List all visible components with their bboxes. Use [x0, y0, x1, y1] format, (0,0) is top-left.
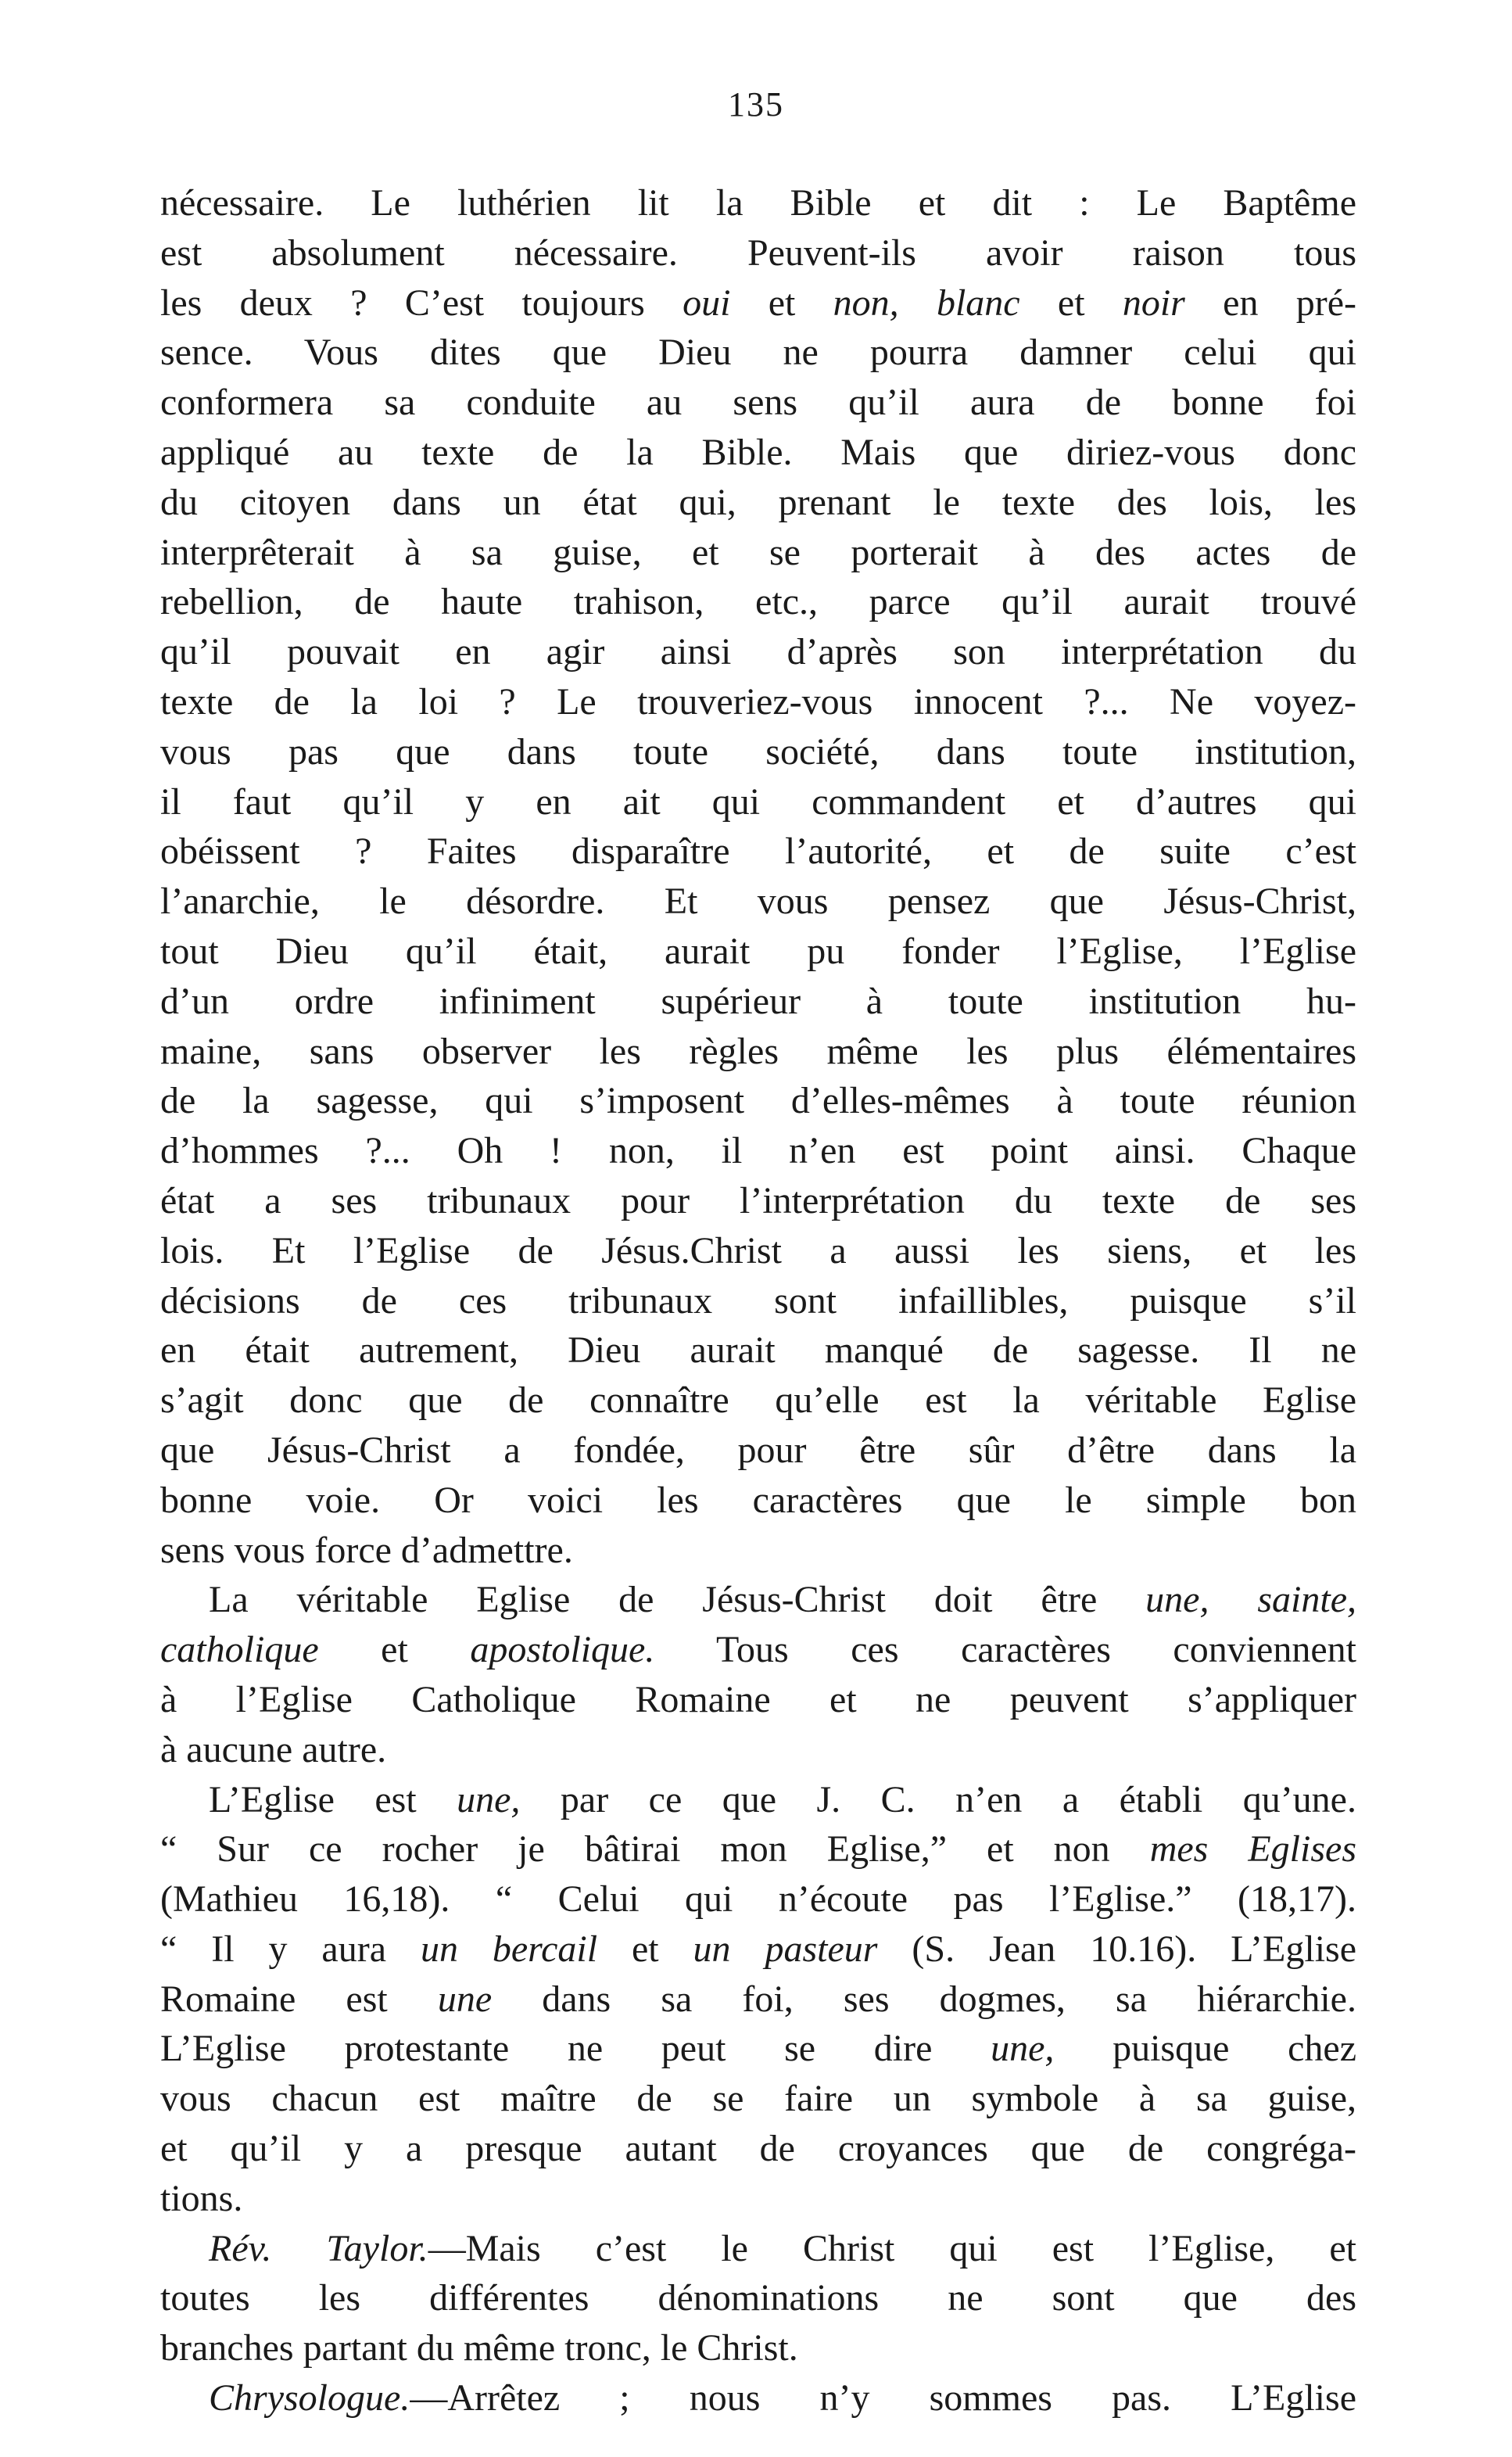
- text-line: [160, 2373, 1356, 2423]
- text-segment: sens vous force d’admettre.: [160, 1529, 573, 1571]
- text-segment: —Arrêtez ; nous n’y sommes pas. L’Eglise: [410, 2377, 1356, 2419]
- text-segment: il faut qu’il y en ait qui commandent et d’autres qui: [160, 780, 1356, 823]
- text-segment: d’un ordre infiniment supérieur à toute institution hu-: [160, 980, 1356, 1022]
- text-line: [160, 1126, 1356, 1176]
- text-line: [160, 2224, 1356, 2274]
- italic-text-segment: une,: [991, 2028, 1055, 2070]
- text-line: [160, 1276, 1356, 1326]
- text-line: [160, 1575, 1356, 1625]
- text-segment: lois. Et l’Eglise de Jésus.Christ a aussi les siens, et les: [160, 1229, 1356, 1272]
- text-segment: sence. Vous dites que Dieu ne pourra damner celui qui: [160, 332, 1356, 374]
- page-number: 135: [728, 85, 784, 124]
- text-line: [160, 727, 1356, 777]
- text-line: [160, 1975, 1356, 2025]
- text-line: [160, 1476, 1356, 1526]
- text-segment: en était autrement, Dieu aurait manqué de sagesse. Il ne: [160, 1329, 1356, 1372]
- text-segment: maine, sans observer les règles même les plus élémentaires: [160, 1030, 1356, 1072]
- text-segment: état a ses tribunaux pour l’interprétation du texte de ses: [160, 1179, 1356, 1221]
- italic-text-segment: Rév. Taylor.: [209, 2227, 428, 2269]
- text-segment: à aucune autre.: [160, 1728, 387, 1770]
- text-line: [160, 2323, 1356, 2373]
- text-segment: branches partant du même tronc, le Christ.: [160, 2327, 798, 2369]
- text-segment: tions.: [160, 2177, 243, 2219]
- text-segment: par ce que J. C. n’en a établi qu’une.: [520, 1778, 1356, 1820]
- text-segment: puisque chez: [1054, 2028, 1356, 2070]
- text-line: [160, 1325, 1356, 1376]
- text-segment: (S. Jean 10.16). L’Eglise: [877, 1928, 1357, 1970]
- text-segment: conformera sa conduite au sens qu’il aura de bonne foi: [160, 382, 1356, 424]
- text-line: [160, 228, 1356, 278]
- text-segment: L’Eglise est: [209, 1778, 457, 1820]
- text-segment: obéissent ? Faites disparaître l’autorité, et de suite c’est: [160, 830, 1356, 873]
- text-line: [160, 178, 1356, 228]
- text-line: [160, 428, 1356, 478]
- text-line: [160, 777, 1356, 827]
- text-segment: nécessaire. Le luthérien lit la Bible et dit : Le Baptême: [160, 182, 1356, 224]
- text-segment: dans sa foi, ses dogmes, sa hiérarchie.: [492, 1978, 1356, 2020]
- text-line: [160, 877, 1356, 927]
- body-text: [160, 178, 1356, 2423]
- text-segment: décisions de ces tribunaux sont infaillibles, puisque s’il: [160, 1279, 1356, 1322]
- text-segment: vous chacun est maître de se faire un symbole à sa guise,: [160, 2078, 1356, 2120]
- text-line: [160, 2124, 1356, 2174]
- text-segment: est absolument nécessaire. Peuvent-ils avoir raison tous: [160, 231, 1356, 274]
- text-line: [160, 328, 1356, 378]
- text-line: [160, 278, 1356, 328]
- text-segment: que Jésus-Christ a fondée, pour être sûr d’être dans la: [160, 1429, 1356, 1471]
- text-segment: l’anarchie, le désordre. Et vous pensez que Jésus-Christ,: [160, 881, 1356, 923]
- text-segment: les deux ? C’est toujours: [160, 282, 683, 324]
- text-segment: s’agit donc que de connaître qu’elle est la véritable Eglise: [160, 1379, 1356, 1422]
- text-line: [160, 2273, 1356, 2323]
- italic-text-segment: un bercail: [420, 1928, 598, 1970]
- text-segment: et: [597, 1928, 693, 1970]
- text-line: [160, 528, 1356, 578]
- text-segment: à l’Eglise Catholique Romaine et ne peuvent s’appliquer: [160, 1678, 1356, 1720]
- text-line: [160, 1226, 1356, 1276]
- text-line: [160, 827, 1356, 877]
- text-line: [160, 1824, 1356, 1874]
- text-line: [160, 577, 1356, 627]
- text-segment: vous pas que dans toute société, dans toute institution,: [160, 730, 1356, 773]
- text-segment: et qu’il y a presque autant de croyances que de congréga-: [160, 2128, 1356, 2170]
- italic-text-segment: catholique: [160, 1629, 319, 1671]
- text-segment: d’hommes ?... Oh ! non, il n’en est point ainsi. Chaque: [160, 1130, 1356, 1172]
- text-segment: toutes les différentes dénominations ne sont que des: [160, 2277, 1356, 2319]
- text-segment: La véritable Eglise de Jésus-Christ doit être: [209, 1579, 1146, 1621]
- text-line: [160, 2024, 1356, 2074]
- text-segment: Tous ces caractères conviennent: [654, 1629, 1357, 1671]
- text-segment: du citoyen dans un état qui, prenant le texte des lois, les: [160, 481, 1356, 523]
- text-line: [160, 378, 1356, 428]
- text-segment: Romaine est: [160, 1978, 438, 2020]
- text-segment: de la sagesse, qui s’imposent d’elles-mêmes à toute réunion: [160, 1080, 1356, 1122]
- text-segment: rebellion, de haute trahison, etc., parce qu’il aurait trouvé: [160, 581, 1356, 623]
- text-segment: interprêterait à sa guise, et se porterait à des actes de: [160, 531, 1356, 573]
- italic-text-segment: noir: [1122, 282, 1185, 324]
- text-line: [160, 627, 1356, 677]
- text-segment: L’Eglise protestante ne peut se dire: [160, 2028, 991, 2070]
- text-line: [160, 2174, 1356, 2224]
- italic-text-segment: mes Eglises: [1149, 1828, 1356, 1871]
- italic-text-segment: une: [437, 1978, 493, 2020]
- text-segment: texte de la loi ? Le trouveriez-vous innocent ?... Ne voyez-: [160, 680, 1356, 723]
- text-segment: tout Dieu qu’il était, aurait pu fonder l’Eglise, l’Eglise: [160, 930, 1356, 972]
- text-line: [160, 1176, 1356, 1226]
- italic-text-segment: une, sainte,: [1145, 1579, 1356, 1621]
- text-line: [160, 1526, 1356, 1576]
- text-segment: qu’il pouvait en agir ainsi d’après son interprétation du: [160, 631, 1356, 673]
- text-line: [160, 1376, 1356, 1426]
- text-line: [160, 1675, 1356, 1725]
- italic-text-segment: apostolique.: [470, 1629, 655, 1671]
- text-line: [160, 1076, 1356, 1126]
- text-segment: et: [318, 1629, 471, 1671]
- text-segment: —Mais c’est le Christ qui est l’Eglise, et: [428, 2227, 1357, 2269]
- text-line: [160, 1027, 1356, 1077]
- text-line: [160, 1426, 1356, 1476]
- italic-text-segment: un pasteur: [693, 1928, 878, 1970]
- text-line: [160, 677, 1356, 727]
- text-line: [160, 1874, 1356, 1924]
- text-segment: (Mathieu 16,18). “ Celui qui n’écoute pas l’Eglise.” (18,17).: [160, 1878, 1356, 1921]
- italic-text-segment: non, blanc: [833, 282, 1020, 324]
- text-line: [160, 977, 1356, 1027]
- text-segment: en pré-: [1184, 282, 1357, 324]
- text-segment: appliqué au texte de la Bible. Mais que diriez-vous donc: [160, 431, 1356, 473]
- text-line: [160, 1625, 1356, 1675]
- text-segment: et: [1019, 282, 1123, 324]
- text-line: [160, 1725, 1356, 1775]
- text-segment: bonne voie. Or voici les caractères que le simple bon: [160, 1479, 1356, 1521]
- text-line: [160, 1924, 1356, 1975]
- text-segment: “ Il y aura: [160, 1928, 421, 1970]
- text-segment: et: [730, 282, 833, 324]
- text-line: [160, 478, 1356, 528]
- italic-text-segment: une,: [457, 1778, 521, 1820]
- text-line: [160, 927, 1356, 977]
- text-segment: “ Sur ce rocher je bâtirai mon Eglise,” et non: [160, 1828, 1150, 1871]
- italic-text-segment: oui: [683, 282, 731, 324]
- text-line: [160, 2074, 1356, 2124]
- text-line: [160, 1775, 1356, 1825]
- italic-text-segment: Chrysologue.: [209, 2377, 410, 2419]
